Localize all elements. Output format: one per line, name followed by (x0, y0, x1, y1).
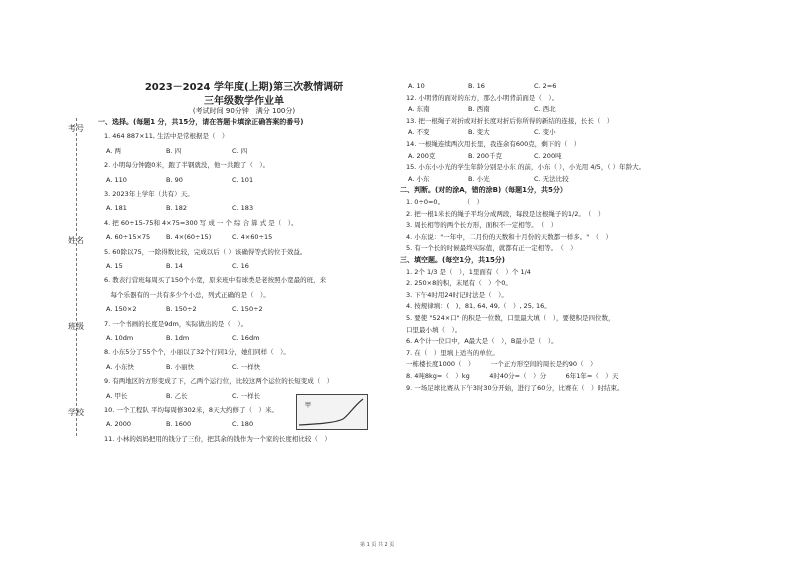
left-question-line: 2. 小明每分钟跑0米，跑了半钢就没，他一共跑了（ ）。 (104, 161, 270, 170)
left-option: A. 150×2 (106, 305, 137, 314)
left-question-line: 1. 464 887×11, 生活中是常根据是（ ） (104, 132, 229, 141)
left-option: A. 10dm (106, 334, 134, 342)
binding-strip (62, 118, 90, 436)
left-question-line: 4. 把 60÷15-75和 4×75=300 写 成 一 个 综 合 算 式 是（ ）。 (104, 218, 298, 227)
left-option: B. 1dm (166, 334, 190, 342)
left-option: C. 183 (232, 204, 254, 213)
left-section-heading: 一、选择。(每题1 分，共15分，请在答题卡填涂正确答案的番号) (98, 118, 304, 126)
right-section-heading: 三、填空题。(每空1分，共15分) (400, 256, 506, 264)
left-option: A. 2000 (106, 420, 132, 429)
exam-title: 2023－2024 学年度(上期)第三次教情调研 (144, 82, 344, 93)
binding-cut-line (76, 118, 77, 436)
left-question-line: 3. 2023年上学年（共有）天。 (104, 190, 194, 198)
right-option: C. 200吨 (534, 151, 562, 160)
right-option: B. 小光 (468, 174, 490, 183)
left-option: B. 90 (166, 175, 183, 184)
right-option: A. 不变 (408, 128, 430, 137)
exam-info: (考试时间 90分钟 满分 100分) (192, 107, 296, 115)
left-option: B. 4×(60÷15) (166, 233, 212, 242)
right-question-line: 13. 把一根绳子对折或对折长度对折后你所得的新结的连接，长长（ ） (406, 116, 614, 125)
right-question-line: 6. A个计一位口中，A最大是（ ），B最小是（ ）。 (406, 337, 558, 346)
page-footer: 第 1 页 共 2 页 (360, 542, 395, 548)
right-option: C. 2=6 (534, 82, 557, 90)
left-option: B. 乙长 (166, 391, 188, 400)
right-option: C. 无法比较 (534, 174, 569, 183)
left-question-line: 5. 60除以75，一除得数比较，完成以后（ ）该确得等式的位于效益。 (104, 247, 307, 256)
right-option: C. 变小 (534, 128, 556, 137)
left-option: C. 180 (232, 420, 254, 429)
right-option: B. 变大 (468, 128, 490, 137)
right-option: A. 200克 (408, 151, 436, 160)
left-option: A. 甲长 (106, 391, 128, 400)
left-option: B. 182 (166, 204, 187, 213)
left-option: C. 一样长 (232, 391, 261, 400)
right-option: B. 200千克 (468, 151, 502, 160)
left-option: A. 15 (106, 262, 123, 270)
left-option: B. 1600 (166, 420, 192, 429)
left-option: B. 四 (166, 146, 182, 155)
right-question-line: 4. 按规律填：( )、81, 64, 49,（ ）, 25, 16。 (406, 302, 551, 311)
binding-field-class: 班级 (68, 322, 84, 331)
right-question-line: 12. 小明背的面对的东方，那么小明背前面是（ ）。 (406, 93, 559, 102)
left-option: B. 150÷2 (166, 305, 197, 314)
left-option: B. 14 (166, 262, 183, 270)
left-question-line: 11. 小林的妈妈把用的钱分了三份，把其余的钱作为一个家的长度相比较（ ） (104, 434, 331, 443)
left-option: C. 四 (232, 146, 248, 155)
left-option: A. 60÷15×75 (106, 233, 151, 242)
right-question-line: 8. 4吨8kg=（ ）kg 4时40分=（ ）分 6年1年=（ ）天 (406, 372, 619, 380)
right-question-line: 3. 周长相等的两个长方形，面积不一定相等。 （ ） (406, 221, 558, 230)
right-question-line: 5. 有一个长的时候最终实际值，就都有正一定相等。 （ ） (406, 244, 577, 253)
left-option: A. 110 (106, 175, 127, 184)
right-question-line: 2. 250×8的积，末尾有（ ）个0。 (406, 279, 512, 288)
left-option: C. 101 (232, 175, 254, 184)
binding-field-exam-number: 考号 (68, 124, 84, 133)
left-option: C. 16 (232, 262, 249, 270)
left-option: A. 小东快 (106, 362, 134, 371)
right-question-line: 14. 一根绳连续两次用长里，我连余有600克，剩下的（ ） (406, 140, 581, 148)
left-option: B. 小丽快 (166, 362, 195, 371)
question-9-figure (296, 394, 368, 430)
right-option: B. 16 (468, 82, 485, 90)
right-question-line: 9. 一场足球比赛从下午3时30分开始，进行了60分，比赛在（ ）时结束。 (406, 383, 624, 392)
left-option: C. 一样快 (232, 362, 261, 371)
right-question-line: 1. 0÷0=0。 （ ） (406, 198, 484, 206)
left-option: C. 150÷2 (232, 305, 263, 314)
left-option: C. 4×60÷15 (232, 233, 273, 242)
boundary-figure-svg (297, 395, 367, 429)
right-question-line: 7. 在（ ）里填上适当的单位。 (406, 348, 499, 357)
right-section-heading: 二、判断。(对的涂A，错的涂B)（每题1分，共5分） (400, 186, 567, 195)
right-question-line: 5. 要使 "524×口" 的积是一位数，口里最大填（ ），要使积是四位数， (406, 314, 615, 322)
right-question-line: 1. 2个 1/3 是（ ），1里面有（ ）个 1/4 (406, 267, 531, 276)
right-question-line: 3. 下午4时用24时记时法是（ ）。 (406, 290, 508, 299)
right-option: A. 小东 (408, 174, 430, 183)
left-question-line: 8. 小东5分了55个个，小丽以了32个行同1分，她们同样（ ）。 (104, 348, 290, 357)
right-option: A. 东南 (408, 105, 430, 114)
left-option: A. 两 (106, 146, 121, 155)
right-question-line: 4. 小东说："一年中，二月份的天数和十月份的天数都一样多。" （ ） (406, 232, 612, 241)
right-question-line: 一栋楼长度1000（ ） 一个正方形空间的周长是约90（ ） (406, 360, 597, 369)
left-question-line: 10. 一个工程队 平均每周修302米，8天大约修了（ ）米。 (104, 406, 279, 414)
right-option: A. 10 (408, 82, 425, 90)
right-option: C. 西北 (534, 105, 556, 114)
binding-field-school: 学校 (68, 408, 84, 417)
left-question-line: 9. 有两地区的方形变成了下，乙两个运行位，比较这两个运位的长短变成（ ） (104, 377, 334, 386)
right-question-line: 15. 小东小小光的学生年龄分别是小东 的前，小东（ ），小光用 4/5，（ ）年龄大。 (406, 163, 646, 172)
left-option: C. 16dm (232, 334, 260, 342)
binding-field-name: 姓名 (68, 236, 84, 245)
right-question-line: 口里最小填（ ）。 (406, 325, 462, 334)
left-question-line: 7. 一个书画的长度是9dm，实际做出的是（ ）。 (104, 319, 248, 328)
right-question-line: 2. 把一根1米长的绳子平均分成两段，每段是这根绳子的1/2。 （ ） (406, 209, 605, 218)
exam-subtitle: 三年级数学作业单 (204, 96, 284, 107)
left-option: A. 181 (106, 204, 127, 213)
figure-label: 甲 (305, 402, 312, 409)
left-question-line: 每个乐器有的一共有多少个小总，列式正确的是（ ）。 (104, 290, 270, 299)
right-option: B. 西南 (468, 105, 490, 114)
left-question-line: 6. 教表行营班每周买了150个小宽，原来班中有球类是老按照小宽最的班，来 (104, 276, 327, 285)
